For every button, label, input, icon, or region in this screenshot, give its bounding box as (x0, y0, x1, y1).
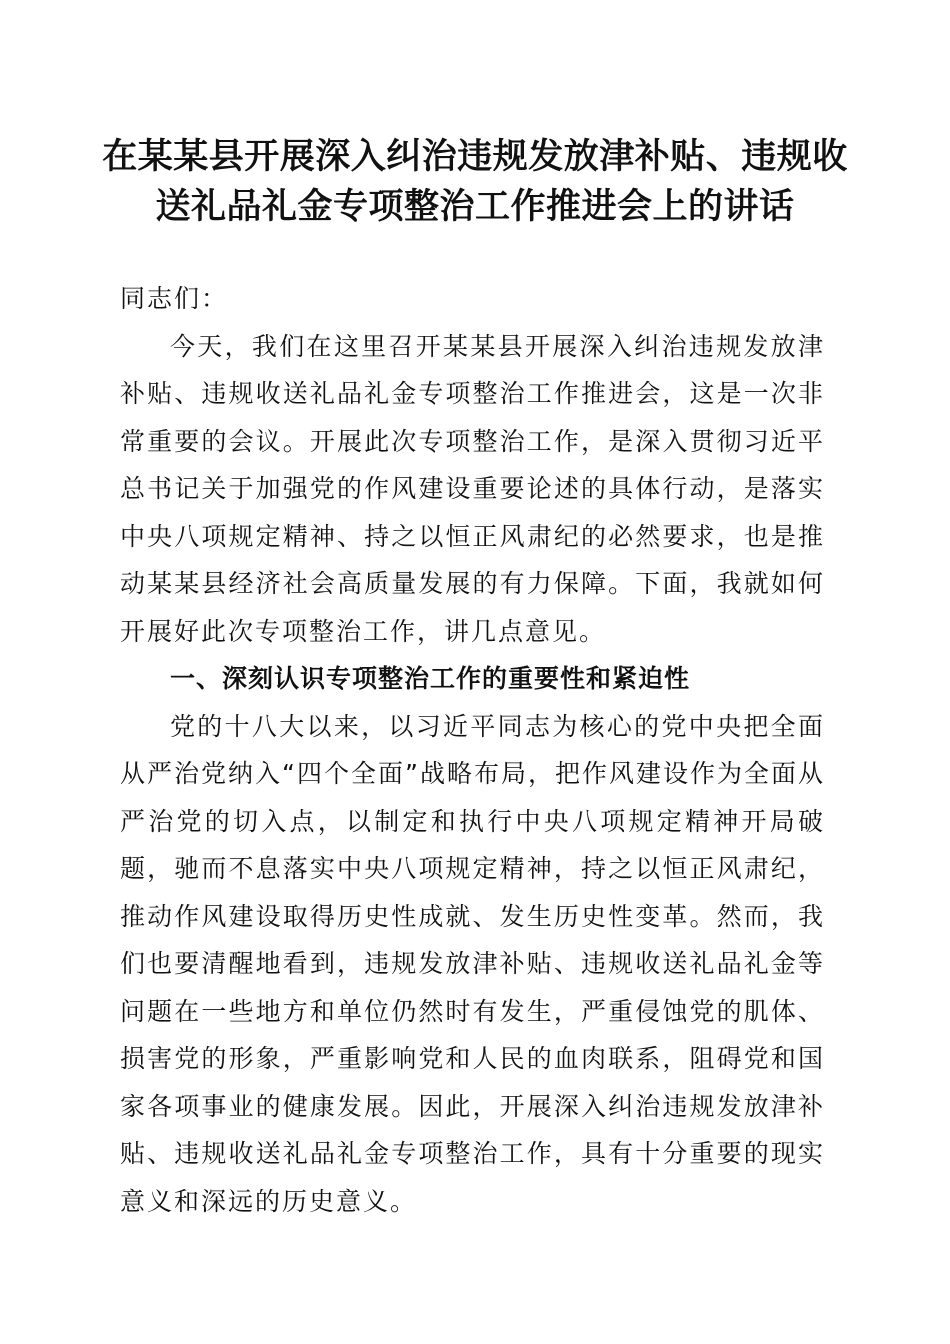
salutation: 同志们： (120, 284, 229, 313)
document-body (120, 275, 825, 1225)
section-heading: 一、深刻认识专项整治工作的重要性和紧迫性 (170, 664, 691, 693)
section-paragraph: 党的十八大以来，以习近平同志为核心的党中央把全面从严治党纳入“四个全面”战略布局，把作风建设作为全面从严治党的切入点，以制定和执行中央八项规定精神开局破题，驰而不息落实中央八项规定精神，持之以恒正风肃纪，推动作风建设取得历史性成就、发生历史性变革。然而，我们也要清醒地看到，违规发放津补贴、违规收送礼品礼金等问题在一些地方和单位仍然时有发生，严重侵蚀党的肌体、损害党的形象，严重影响党和人民的血肉联系，阻碍党和国家各项事业的健康发展。因此，开展深入纠治违规发放津补贴、违规收送礼品礼金专项整治工作，具有十分重要的现实意义和深远的历史意义。 (120, 711, 825, 1216)
document-title: 在某某县开展深入纠治违规发放津补贴、违规收送礼品礼金专项整治工作推进会上的讲话 (102, 136, 848, 227)
intro-paragraph: 今天，我们在这里召开某某县开展深入纠治违规发放津补贴、违规收送礼品礼金专项整治工作推进会，这是一次非常重要的会议。开展此次专项整治工作，是深入贯彻习近平总书记关于加强党的作风建设重要论述的具体行动，是落实中央八项规定精神、持之以恒正风肃纪的必然要求，也是推动某某县经济社会高质量发展的有力保障。下面，我就如何开展好此次专项整治工作，讲几点意见。 (120, 331, 825, 646)
